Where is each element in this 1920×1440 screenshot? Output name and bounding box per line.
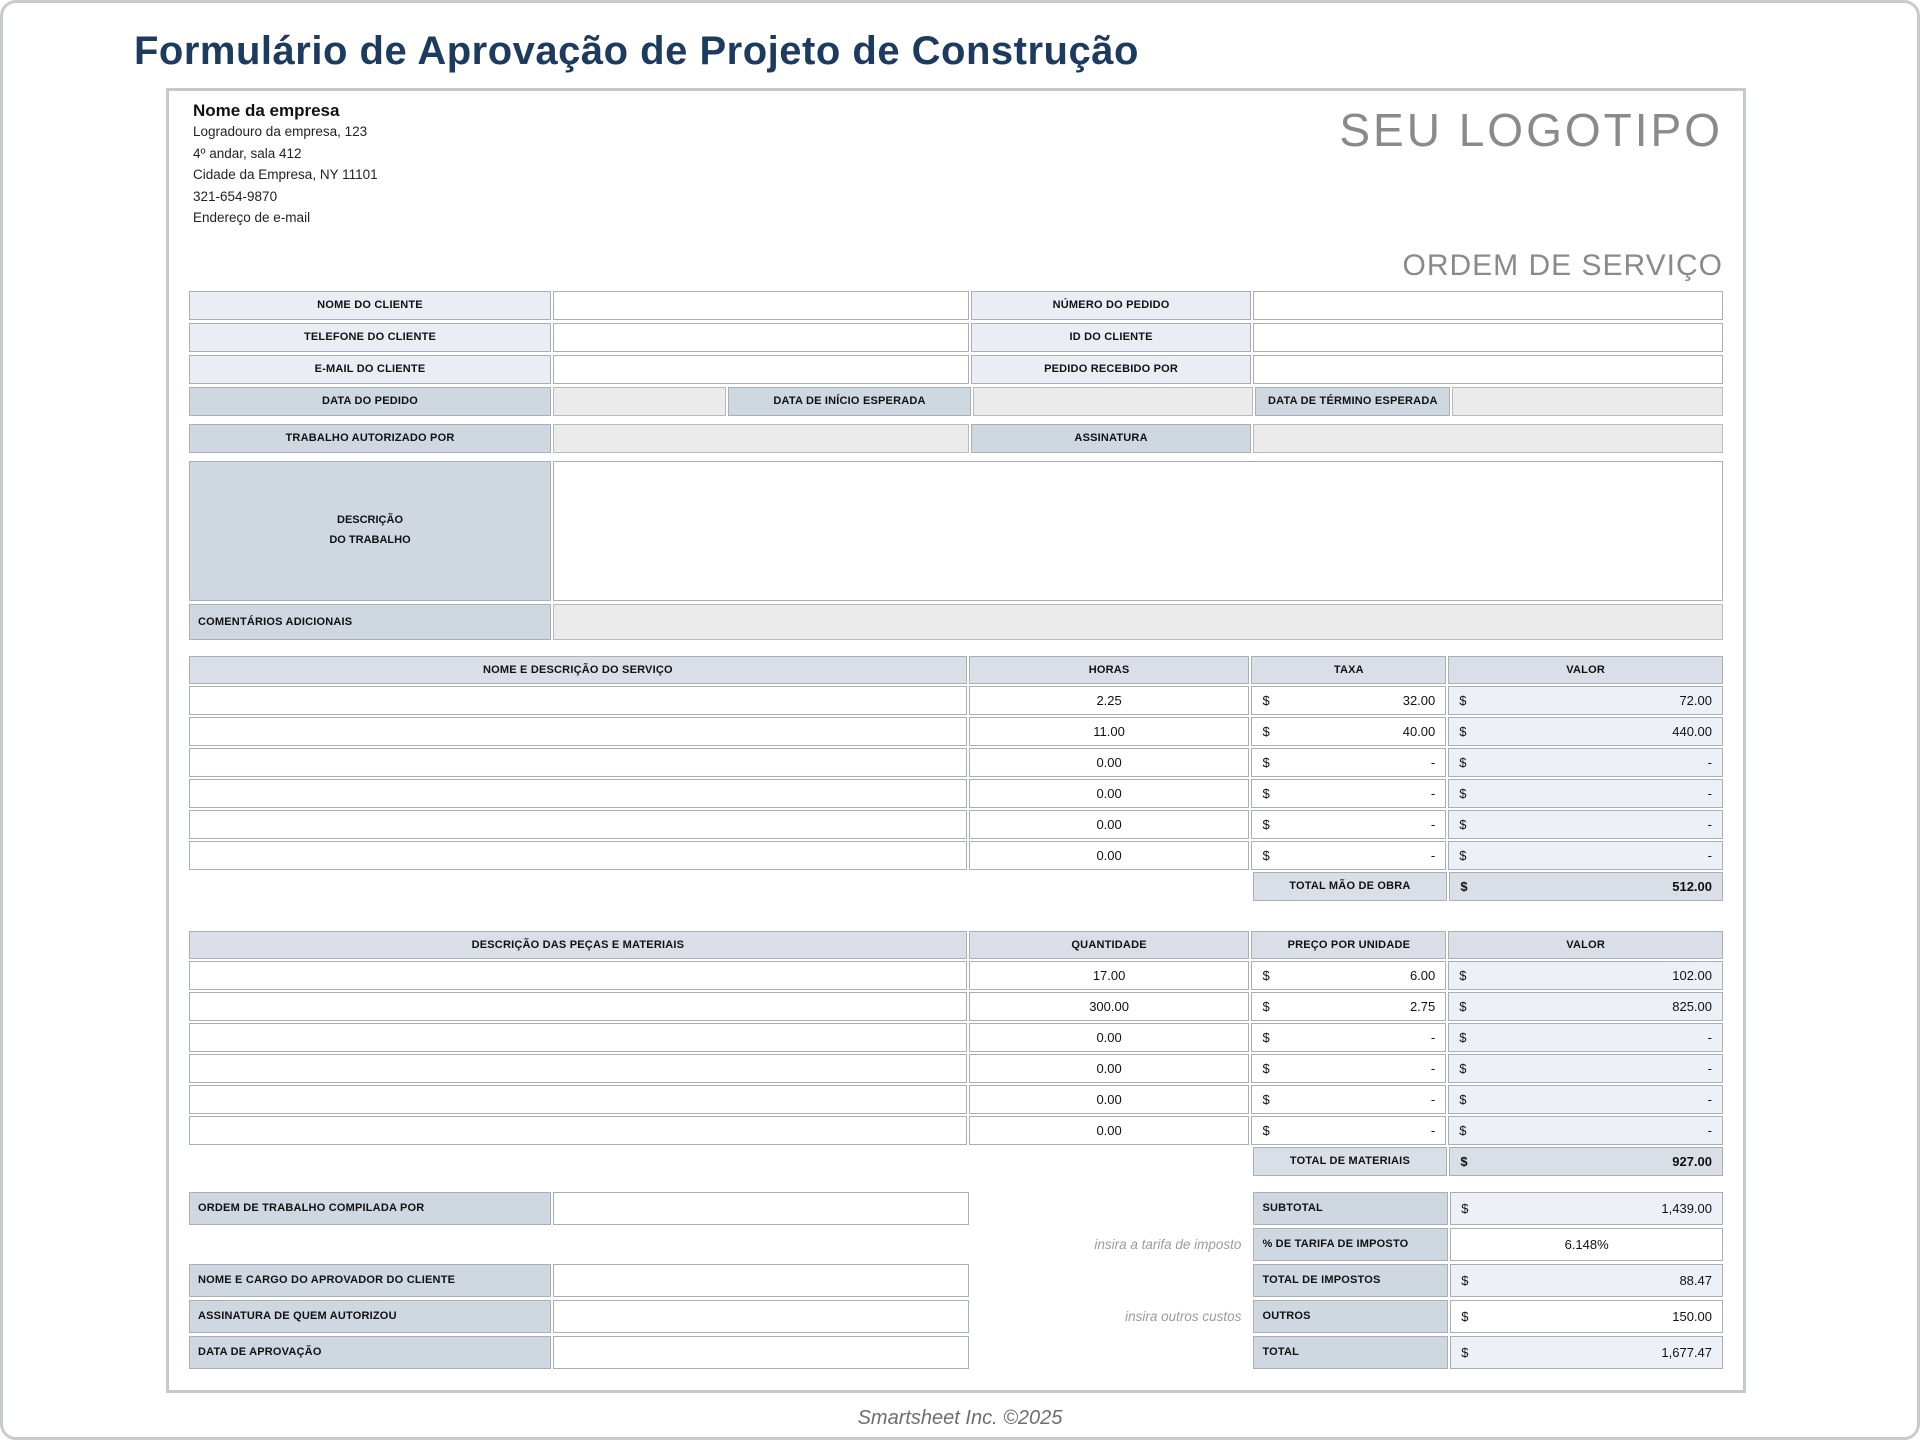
service-row	[189, 748, 1723, 777]
spacer	[553, 1228, 969, 1261]
tax-total-value: 88.47	[1679, 1272, 1712, 1288]
materials-quantity-header: QUANTIDADE	[969, 931, 1250, 959]
material-quantity-cell[interactable]: 0.00	[969, 1054, 1250, 1083]
material-quantity-cell[interactable]: 0.00	[969, 1023, 1250, 1052]
work-description-input[interactable]	[553, 461, 1723, 601]
material-amount-value: -	[1707, 1060, 1712, 1076]
service-row	[189, 686, 1723, 715]
order-number-label: NÚMERO DO PEDIDO	[971, 291, 1252, 320]
compiled-by-row	[189, 1192, 1723, 1225]
other-costs-note: insira outros custos	[1125, 1308, 1242, 1324]
other-label: OUTROS	[1253, 1300, 1448, 1333]
material-description-cell[interactable]	[189, 1085, 967, 1114]
material-unit-price-value: -	[1430, 1122, 1436, 1138]
material-amount-value: -	[1707, 1029, 1712, 1045]
currency-symbol: $	[1459, 847, 1467, 863]
service-rate-value: 40.00	[1402, 723, 1436, 739]
spacer	[189, 872, 1251, 901]
service-hours-cell[interactable]: 0.00	[969, 748, 1250, 777]
services-total-amount-cell	[1449, 872, 1723, 901]
currency-symbol: $	[1459, 785, 1467, 801]
expected-start-date-input[interactable]	[973, 387, 1254, 416]
material-amount-cell	[1448, 992, 1723, 1021]
material-unit-price-value: -	[1430, 1029, 1436, 1045]
tax-rate-input[interactable]: 6.148%	[1450, 1228, 1723, 1261]
service-amount-value: -	[1707, 816, 1712, 832]
order-date-label: DATA DO PEDIDO	[189, 387, 551, 416]
currency-symbol: $	[1461, 1344, 1469, 1360]
document-title: ORDEM DE SERVIÇO	[1402, 248, 1723, 282]
client-id-input[interactable]	[1253, 323, 1723, 352]
order-number-input[interactable]	[1253, 291, 1723, 320]
material-unit-price-value: -	[1430, 1091, 1436, 1107]
authorization-row	[189, 424, 1723, 453]
material-description-cell[interactable]	[189, 1023, 967, 1052]
approval-date-row	[189, 1336, 1723, 1369]
grand-total-label: TOTAL	[1253, 1336, 1448, 1369]
material-row	[189, 992, 1723, 1021]
authorizer-signature-row	[189, 1300, 1723, 1333]
subtotal-value: 1,439.00	[1661, 1200, 1712, 1216]
logo-placeholder: SEU LOGOTIPO	[1339, 104, 1723, 156]
expected-end-date-input[interactable]	[1452, 387, 1723, 416]
material-unit-price-cell[interactable]	[1251, 961, 1446, 990]
material-quantity-cell[interactable]: 17.00	[969, 961, 1250, 990]
received-by-label: PEDIDO RECEBIDO POR	[971, 355, 1252, 384]
dates-row	[189, 387, 1723, 416]
spacer	[189, 1228, 551, 1261]
materials-header-row	[189, 931, 1723, 959]
authorizer-signature-input[interactable]	[553, 1300, 969, 1333]
currency-symbol: $	[1262, 692, 1270, 708]
service-row	[189, 717, 1723, 746]
spacer	[971, 1192, 1252, 1225]
work-description-label-line: DESCRIÇÃO	[337, 514, 404, 527]
services-description-header: NOME E DESCRIÇÃO DO SERVIÇO	[189, 656, 967, 684]
material-description-cell[interactable]	[189, 1116, 967, 1145]
approver-row	[189, 1264, 1723, 1297]
material-description-cell[interactable]	[189, 961, 967, 990]
service-rate-cell[interactable]	[1251, 810, 1446, 839]
client-info-row	[189, 291, 1723, 320]
client-id-label: ID DO CLIENTE	[971, 323, 1252, 352]
approver-input[interactable]	[553, 1264, 969, 1297]
materials-total-row	[189, 1147, 1723, 1176]
service-row	[189, 779, 1723, 808]
work-description-row	[189, 461, 1723, 601]
service-rate-value: -	[1430, 754, 1436, 770]
tax-rate-row	[189, 1228, 1723, 1261]
currency-symbol: $	[1460, 1153, 1468, 1169]
spacer	[971, 1264, 1252, 1297]
subtotal-label: SUBTOTAL	[1253, 1192, 1448, 1225]
currency-symbol: $	[1461, 1308, 1469, 1324]
material-quantity-cell[interactable]: 0.00	[969, 1085, 1250, 1114]
company-name: Nome da empresa	[193, 101, 340, 120]
client-email-label: E-MAIL DO CLIENTE	[189, 355, 551, 384]
spacer	[971, 1336, 1252, 1369]
service-amount-value: 440.00	[1672, 723, 1712, 739]
other-amount-input[interactable]	[1450, 1300, 1723, 1333]
approval-date-input[interactable]	[553, 1336, 969, 1369]
service-description-cell[interactable]	[189, 841, 967, 870]
currency-symbol: $	[1262, 1091, 1270, 1107]
service-hours-cell[interactable]: 2.25	[969, 686, 1250, 715]
sheet-header	[189, 101, 1723, 229]
service-rate-cell[interactable]	[1251, 748, 1446, 777]
material-row	[189, 961, 1723, 990]
currency-symbol: $	[1262, 816, 1270, 832]
authorizer-signature-label: ASSINATURA DE QUEM AUTORIZOU	[189, 1300, 551, 1333]
grand-total-value: 1,677.47	[1661, 1344, 1712, 1360]
service-rate-value: -	[1430, 816, 1436, 832]
tax-rate-label: % DE TARIFA DE IMPOSTO	[1253, 1228, 1448, 1261]
material-amount-value: -	[1707, 1122, 1712, 1138]
client-name-input[interactable]	[553, 291, 969, 320]
currency-symbol: $	[1461, 1272, 1469, 1288]
services-hours-header: HORAS	[969, 656, 1250, 684]
additional-comments-input[interactable]	[553, 604, 1723, 640]
material-amount-cell	[1448, 1054, 1723, 1083]
authorized-by-label: TRABALHO AUTORIZADO POR	[189, 424, 551, 453]
other-amount-value: 150.00	[1672, 1308, 1712, 1324]
service-rate-cell[interactable]	[1251, 686, 1446, 715]
tax-total-label: TOTAL DE IMPOSTOS	[1253, 1264, 1448, 1297]
currency-symbol: $	[1262, 847, 1270, 863]
work-description-label	[189, 461, 551, 601]
approval-date-label: DATA DE APROVAÇÃO	[189, 1336, 551, 1369]
spacer	[189, 1147, 1251, 1176]
form-sheet	[166, 88, 1746, 1393]
signature-label: ASSINATURA	[971, 424, 1252, 453]
material-unit-price-cell[interactable]	[1251, 1085, 1446, 1114]
service-rate-value: 32.00	[1402, 692, 1436, 708]
material-unit-price-cell[interactable]	[1251, 1116, 1446, 1145]
currency-symbol: $	[1459, 1122, 1467, 1138]
service-description-cell[interactable]	[189, 686, 967, 715]
currency-symbol: $	[1459, 967, 1467, 983]
received-by-input[interactable]	[1253, 355, 1723, 384]
materials-unit-price-header: PREÇO POR UNIDADE	[1251, 931, 1446, 959]
currency-symbol: $	[1460, 878, 1468, 894]
service-hours-cell[interactable]: 11.00	[969, 717, 1250, 746]
currency-symbol: $	[1262, 998, 1270, 1014]
currency-symbol: $	[1461, 1200, 1469, 1216]
work-description-label-line: DO TRABALHO	[329, 533, 411, 546]
service-amount-cell	[1448, 686, 1723, 715]
additional-comments-row	[189, 604, 1723, 640]
material-description-cell[interactable]	[189, 992, 967, 1021]
material-unit-price-value: 2.75	[1409, 998, 1436, 1014]
materials-amount-header: VALOR	[1448, 931, 1723, 959]
currency-symbol: $	[1459, 723, 1467, 739]
materials-table	[189, 931, 1723, 1176]
material-unit-price-cell[interactable]	[1251, 992, 1446, 1021]
service-amount-cell	[1448, 810, 1723, 839]
client-name-label: NOME DO CLIENTE	[189, 291, 551, 320]
company-address-line: Cidade da Empresa, NY 11101	[193, 167, 378, 183]
service-description-cell[interactable]	[189, 717, 967, 746]
client-info-row	[189, 323, 1723, 352]
currency-symbol: $	[1459, 1029, 1467, 1045]
material-amount-cell	[1448, 961, 1723, 990]
tax-rate-note: insira a tarifa de imposto	[1094, 1236, 1242, 1252]
currency-symbol: $	[1459, 816, 1467, 832]
material-amount-cell	[1448, 1085, 1723, 1114]
footer-credit: Smartsheet Inc. ©2025	[857, 1406, 1063, 1429]
service-amount-value: -	[1707, 754, 1712, 770]
company-address-line: Logradouro da empresa, 123	[193, 124, 368, 139]
materials-total-value: 927.00	[1672, 1153, 1712, 1169]
signature-input[interactable]	[1253, 424, 1723, 453]
client-phone-input[interactable]	[553, 323, 969, 352]
services-amount-header: VALOR	[1448, 656, 1723, 684]
service-row	[189, 810, 1723, 839]
currency-symbol: $	[1459, 1060, 1467, 1076]
material-quantity-cell[interactable]: 0.00	[969, 1116, 1250, 1145]
page-title: Formulário de Aprovação de Projeto de Construção	[134, 29, 1139, 73]
service-description-cell[interactable]	[189, 779, 967, 808]
materials-total-label: TOTAL DE MATERIAIS	[1253, 1147, 1448, 1176]
services-total-label: TOTAL MÃO DE OBRA	[1253, 872, 1448, 901]
client-info-row	[189, 355, 1723, 384]
subtotal-amount-cell	[1450, 1192, 1723, 1225]
material-description-cell[interactable]	[189, 1054, 967, 1083]
services-rate-header: TAXA	[1251, 656, 1446, 684]
services-header-row	[189, 656, 1723, 684]
expected-end-date-label: DATA DE TÉRMINO ESPERADA	[1255, 387, 1450, 416]
company-phone: 321-654-9870	[193, 188, 278, 204]
service-hours-cell[interactable]: 0.00	[969, 841, 1250, 870]
service-amount-cell	[1448, 779, 1723, 808]
expected-start-date-label: DATA DE INÍCIO ESPERADA	[728, 387, 970, 416]
material-amount-value: -	[1707, 1091, 1712, 1107]
material-quantity-cell[interactable]: 300.00	[969, 992, 1250, 1021]
service-rate-cell[interactable]	[1251, 841, 1446, 870]
authorized-by-input[interactable]	[553, 424, 969, 453]
material-row	[189, 1054, 1723, 1083]
services-total-value: 512.00	[1672, 878, 1712, 894]
material-amount-value: 825.00	[1672, 998, 1712, 1014]
material-unit-price-cell[interactable]	[1251, 1023, 1446, 1052]
currency-symbol: $	[1262, 1029, 1270, 1045]
materials-description-header: DESCRIÇÃO DAS PEÇAS E MATERIAIS	[189, 931, 967, 959]
currency-symbol: $	[1262, 785, 1270, 801]
service-hours-cell[interactable]: 0.00	[969, 779, 1250, 808]
service-rate-value: -	[1430, 847, 1436, 863]
approver-label: NOME E CARGO DO APROVADOR DO CLIENTE	[189, 1264, 551, 1297]
order-date-input[interactable]	[553, 387, 726, 416]
services-total-row	[189, 872, 1723, 901]
service-amount-value: -	[1707, 847, 1712, 863]
company-block	[189, 101, 378, 229]
material-amount-cell	[1448, 1023, 1723, 1052]
tax-total-amount-cell	[1450, 1264, 1723, 1297]
compiled-by-label: ORDEM DE TRABALHO COMPILADA POR	[189, 1192, 551, 1225]
material-unit-price-cell[interactable]	[1251, 1054, 1446, 1083]
currency-symbol: $	[1262, 967, 1270, 983]
services-table	[189, 656, 1723, 901]
material-unit-price-value: 6.00	[1409, 967, 1436, 983]
client-email-input[interactable]	[553, 355, 969, 384]
approval-and-totals	[189, 1192, 1723, 1369]
service-amount-cell	[1448, 748, 1723, 777]
currency-symbol: $	[1262, 723, 1270, 739]
service-description-cell[interactable]	[189, 748, 967, 777]
materials-total-amount-cell	[1449, 1147, 1723, 1176]
company-address-line: 4º andar, sala 412	[193, 145, 302, 161]
currency-symbol: $	[1262, 1122, 1270, 1138]
material-row	[189, 1116, 1723, 1145]
service-row	[189, 841, 1723, 870]
compiled-by-input[interactable]	[553, 1192, 969, 1225]
service-amount-cell	[1448, 841, 1723, 870]
service-amount-value: -	[1707, 785, 1712, 801]
service-amount-cell	[1448, 717, 1723, 746]
material-row	[189, 1023, 1723, 1052]
material-row	[189, 1085, 1723, 1114]
additional-comments-label: COMENTÁRIOS ADICIONAIS	[189, 604, 551, 640]
grand-total-amount-cell	[1450, 1336, 1723, 1369]
client-phone-label: TELEFONE DO CLIENTE	[189, 323, 551, 352]
service-description-cell[interactable]	[189, 810, 967, 839]
service-rate-value: -	[1430, 785, 1436, 801]
company-email: Endereço de e-mail	[193, 210, 311, 226]
material-unit-price-value: -	[1430, 1060, 1436, 1076]
currency-symbol: $	[1262, 1060, 1270, 1076]
currency-symbol: $	[1459, 754, 1467, 770]
currency-symbol: $	[1459, 692, 1467, 708]
currency-symbol: $	[1262, 754, 1270, 770]
service-rate-cell[interactable]	[1251, 717, 1446, 746]
material-amount-value: 102.00	[1672, 967, 1712, 983]
currency-symbol: $	[1459, 1091, 1467, 1107]
service-hours-cell[interactable]: 0.00	[969, 810, 1250, 839]
service-rate-cell[interactable]	[1251, 779, 1446, 808]
material-amount-cell	[1448, 1116, 1723, 1145]
currency-symbol: $	[1459, 998, 1467, 1014]
service-amount-value: 72.00	[1679, 692, 1712, 708]
